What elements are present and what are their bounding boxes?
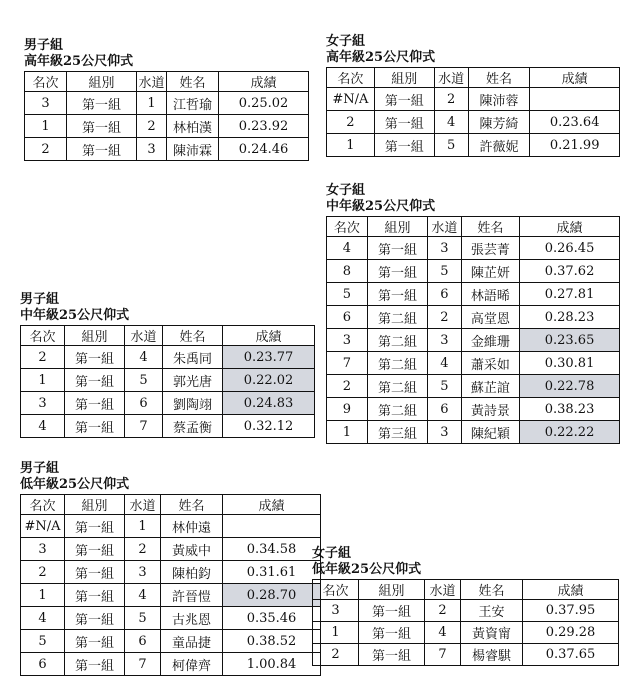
table-row [21,607,321,630]
rank-cell: 6 [327,306,368,329]
lane-cell: 6 [428,283,461,306]
rank-cell: 5 [327,283,368,306]
heat-cell: 第一組 [367,283,427,306]
table-row [327,329,620,352]
column-header: 成績 [520,217,620,237]
column-header: 水道 [137,72,167,92]
lane-cell: 3 [137,138,167,161]
heat-cell: 第一組 [65,584,125,607]
time-cell: 0.34.58 [223,538,321,561]
table-header-row [327,217,620,237]
name-cell: 郭光唐 [163,369,223,392]
name-cell: 黃詩景 [461,398,519,421]
rank-cell: 7 [327,352,368,375]
lane-cell: 3 [428,237,461,260]
lane-cell: 5 [125,607,161,630]
rank-cell: 1 [21,369,65,392]
event-title: 中年級25公尺仰式 [20,308,130,323]
table-row [327,134,620,157]
group-title: 女子組 [326,183,366,198]
time-cell: 1.00.84 [223,653,321,676]
name-cell: 柯偉齊 [161,653,223,676]
time-cell: 0.26.45 [520,237,620,260]
rank-cell: 1 [327,421,368,444]
name-cell: 陳柏鈞 [161,561,223,584]
rank-cell: #N/A [21,515,65,538]
heat-cell: 第一組 [65,415,125,438]
heat-cell: 第二組 [367,398,427,421]
name-cell: 童品捷 [161,630,223,653]
lane-cell: 5 [125,369,163,392]
event-title: 高年級25公尺仰式 [24,54,134,69]
time-cell: 0.29.28 [523,622,619,644]
table-row [21,561,321,584]
results-table [312,579,619,666]
table-row [327,352,620,375]
time-cell [530,88,620,111]
time-cell: 0.28.23 [520,306,620,329]
rank-cell: 1 [327,134,375,157]
table-row [313,644,619,666]
table-row [327,283,620,306]
column-header: 姓名 [468,68,530,88]
table-row [327,421,620,444]
event-title: 中年級25公尺仰式 [326,199,436,214]
name-cell: 黃資甯 [461,622,523,644]
column-header: 組別 [65,326,125,346]
heat-cell: 第一組 [359,622,425,644]
name-cell: 金維珊 [461,329,519,352]
column-header: 水道 [434,68,468,88]
time-cell: 0.35.46 [223,607,321,630]
table-header-row [313,580,619,600]
lane-cell: 2 [434,88,468,111]
time-cell: 0.32.12 [223,415,315,438]
heat-cell: 第一組 [367,237,427,260]
table-row [21,415,315,438]
column-header: 成績 [219,72,309,92]
table-row [21,584,321,607]
event-title: 低年級25公尺仰式 [20,477,130,492]
results-table [24,71,309,161]
rank-cell: 2 [327,375,368,398]
name-cell: 林語晞 [461,283,519,306]
heat-cell: 第一組 [367,260,427,283]
column-header: 名次 [21,326,65,346]
table-row [313,622,619,644]
lane-cell: 7 [125,415,163,438]
lane-cell: 2 [137,115,167,138]
lane-cell: 2 [425,600,461,622]
heat-cell: 第一組 [65,561,125,584]
lane-cell: 6 [125,630,161,653]
heat-cell: 第一組 [374,88,434,111]
result-block [326,34,620,157]
heat-cell: 第一組 [67,92,137,115]
table-row [21,346,315,369]
time-cell: 0.22.22 [520,421,620,444]
table-header-row [327,68,620,88]
lane-cell: 4 [125,346,163,369]
event-title: 高年級25公尺仰式 [326,50,436,65]
time-cell: 0.37.65 [523,644,619,666]
column-header: 名次 [25,72,67,92]
time-cell: 0.21.99 [530,134,620,157]
lane-cell: 3 [428,421,461,444]
rank-cell: 3 [327,329,368,352]
table-row [327,306,620,329]
rank-cell: 3 [21,538,65,561]
name-cell: 高堂恩 [461,306,519,329]
column-header: 姓名 [167,72,219,92]
results-table [326,67,620,157]
table-row [21,538,321,561]
table-row [327,111,620,134]
name-cell: 林仲遠 [161,515,223,538]
time-cell: 0.30.81 [520,352,620,375]
lane-cell: 1 [137,92,167,115]
table-header-row [21,495,321,515]
lane-cell: 3 [125,561,161,584]
time-cell: 0.24.83 [223,392,315,415]
time-cell: 0.24.46 [219,138,309,161]
table-row [21,515,321,538]
name-cell: 蘇芷誼 [461,375,519,398]
time-cell: 0.22.02 [223,369,315,392]
time-cell: 0.22.78 [520,375,620,398]
column-header: 水道 [125,326,163,346]
name-cell: 楊睿騏 [461,644,523,666]
column-header: 組別 [374,68,434,88]
lane-cell: 2 [428,306,461,329]
column-header: 姓名 [461,217,519,237]
lane-cell: 4 [428,352,461,375]
time-cell: 0.38.52 [223,630,321,653]
rank-cell: 1 [21,584,65,607]
lane-cell: 1 [125,515,161,538]
lane-cell: 4 [125,584,161,607]
heat-cell: 第一組 [374,134,434,157]
lane-cell: 6 [428,398,461,421]
heat-cell: 第一組 [65,538,125,561]
result-block [20,292,315,438]
column-header: 名次 [313,580,359,600]
column-header: 組別 [367,217,427,237]
lane-cell: 7 [125,653,161,676]
rank-cell: 2 [21,346,65,369]
time-cell: 0.25.02 [219,92,309,115]
rank-cell: 3 [313,600,359,622]
lane-cell: 4 [434,111,468,134]
result-block [24,38,309,161]
rank-cell: 1 [313,622,359,644]
column-header: 組別 [67,72,137,92]
heat-cell: 第一組 [65,607,125,630]
column-header: 名次 [21,495,65,515]
table-row [327,237,620,260]
rank-cell: 8 [327,260,368,283]
lane-cell: 7 [425,644,461,666]
column-header: 水道 [425,580,461,600]
name-cell: 蕭采如 [461,352,519,375]
column-header: 成績 [223,326,315,346]
table-row [327,260,620,283]
lane-cell: 4 [425,622,461,644]
lane-cell: 6 [125,392,163,415]
name-cell: 陳紀穎 [461,421,519,444]
rank-cell: 2 [327,111,375,134]
rank-cell: 1 [25,115,67,138]
name-cell: 張芸菁 [461,237,519,260]
time-cell [223,515,321,538]
heat-cell: 第三組 [367,421,427,444]
result-block [20,461,321,676]
heat-cell: 第一組 [65,369,125,392]
result-block [312,546,619,666]
rank-cell: 4 [21,415,65,438]
rank-cell: 2 [21,561,65,584]
group-title: 男子組 [20,461,60,476]
rank-cell: 2 [25,138,67,161]
rank-cell: 5 [21,630,65,653]
lane-cell: 5 [428,260,461,283]
table-row [21,392,315,415]
table-row [21,630,321,653]
column-header: 名次 [327,217,368,237]
time-cell: 0.23.92 [219,115,309,138]
table-row [21,653,321,676]
name-cell: 黃威中 [161,538,223,561]
group-title: 女子組 [326,34,366,49]
column-header: 名次 [327,68,375,88]
event-title: 低年級25公尺仰式 [312,562,422,577]
table-row [25,92,309,115]
heat-cell: 第一組 [65,653,125,676]
time-cell: 0.28.70 [223,584,321,607]
name-cell: 王安 [461,600,523,622]
table-row [327,375,620,398]
column-header: 姓名 [461,580,523,600]
rank-cell: #N/A [327,88,375,111]
name-cell: 陳芳綺 [468,111,530,134]
time-cell: 0.23.77 [223,346,315,369]
table-row [21,369,315,392]
rank-cell: 9 [327,398,368,421]
name-cell: 林柏漢 [167,115,219,138]
rank-cell: 4 [21,607,65,630]
table-row [25,115,309,138]
column-header: 水道 [428,217,461,237]
results-table [20,494,321,676]
lane-cell: 5 [434,134,468,157]
table-row [327,88,620,111]
name-cell: 劉陶翊 [163,392,223,415]
name-cell: 朱禹同 [163,346,223,369]
time-cell: 0.38.23 [520,398,620,421]
heat-cell: 第一組 [65,515,125,538]
heat-cell: 第一組 [67,138,137,161]
results-table [326,216,620,444]
group-title: 男子組 [20,292,60,307]
group-title: 男子組 [24,38,64,53]
name-cell: 許晉愷 [161,584,223,607]
lane-cell: 5 [428,375,461,398]
name-cell: 江哲瑜 [167,92,219,115]
column-header: 成績 [523,580,619,600]
column-header: 組別 [359,580,425,600]
heat-cell: 第一組 [65,392,125,415]
rank-cell: 4 [327,237,368,260]
heat-cell: 第一組 [65,346,125,369]
heat-cell: 第一組 [67,115,137,138]
time-cell: 0.37.95 [523,600,619,622]
name-cell: 陳沛蓉 [468,88,530,111]
table-row [327,398,620,421]
heat-cell: 第一組 [65,630,125,653]
column-header: 姓名 [161,495,223,515]
rank-cell: 3 [21,392,65,415]
time-cell: 0.23.64 [530,111,620,134]
rank-cell: 6 [21,653,65,676]
table-row [313,600,619,622]
heat-cell: 第一組 [359,600,425,622]
name-cell: 許薇妮 [468,134,530,157]
result-block [326,183,620,444]
name-cell: 蔡孟衡 [163,415,223,438]
group-title: 女子組 [312,546,352,561]
table-row [25,138,309,161]
name-cell: 陳芷妍 [461,260,519,283]
results-table [20,325,315,438]
rank-cell: 2 [313,644,359,666]
name-cell: 古兆恩 [161,607,223,630]
column-header: 成績 [223,495,321,515]
lane-cell: 3 [428,329,461,352]
name-cell: 陳沛霖 [167,138,219,161]
column-header: 姓名 [163,326,223,346]
heat-cell: 第一組 [374,111,434,134]
time-cell: 0.31.61 [223,561,321,584]
lane-cell: 2 [125,538,161,561]
table-header-row [21,326,315,346]
heat-cell: 第二組 [367,306,427,329]
table-header-row [25,72,309,92]
rank-cell: 3 [25,92,67,115]
column-header: 水道 [125,495,161,515]
heat-cell: 第二組 [367,329,427,352]
time-cell: 0.27.81 [520,283,620,306]
column-header: 成績 [530,68,620,88]
time-cell: 0.23.65 [520,329,620,352]
heat-cell: 第二組 [367,375,427,398]
heat-cell: 第二組 [367,352,427,375]
column-header: 組別 [65,495,125,515]
heat-cell: 第一組 [359,644,425,666]
time-cell: 0.37.62 [520,260,620,283]
